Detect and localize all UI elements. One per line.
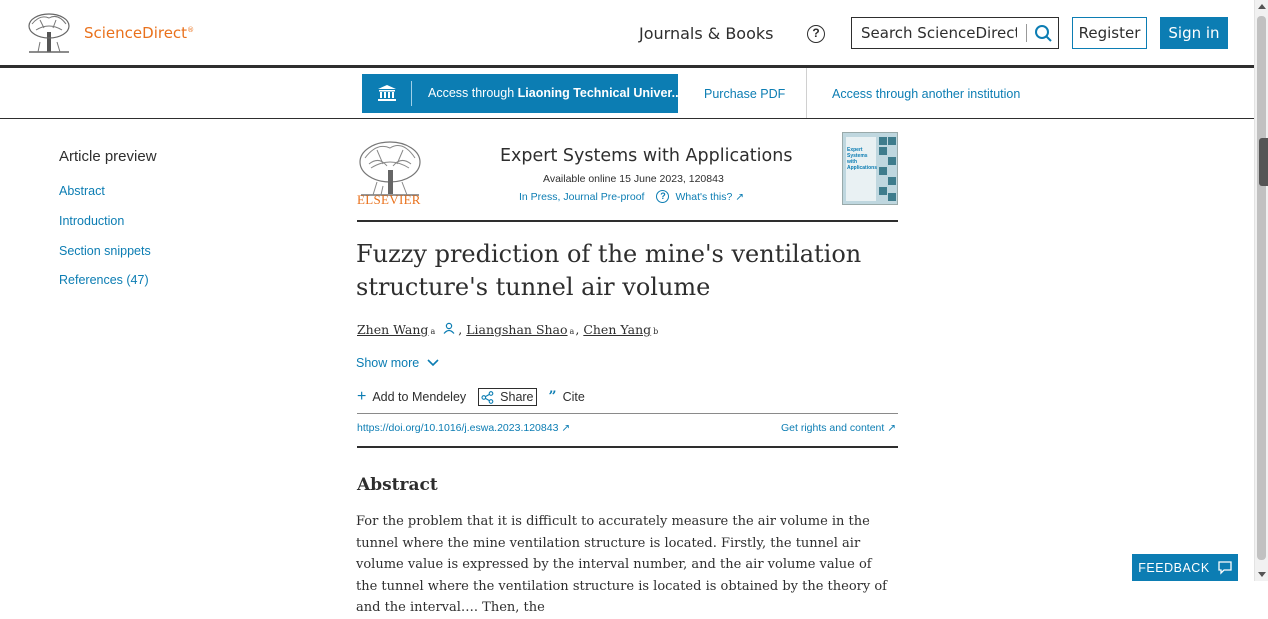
metadata-divider [357,446,898,448]
whats-this-link[interactable]: What's this? ↗ [675,190,745,203]
help-icon[interactable]: ? [807,25,825,43]
chat-bubble-icon [1218,561,1232,574]
search-icon[interactable] [1030,21,1056,45]
institution-icon [377,84,397,102]
article-preview-title: Article preview [59,148,157,165]
feedback-label: FEEDBACK [1138,560,1210,575]
side-panel-tab[interactable] [1259,138,1268,186]
author-list: Zhen Wang a , Liangshan Shao a , Chen Yang b [357,322,659,337]
sciencedirect-logo[interactable] [26,12,194,54]
sign-in-button[interactable]: Sign in [1160,17,1228,49]
available-online-date: Available online 15 June 2023, 120843 [543,173,724,185]
cover-tile [888,137,896,145]
search-input[interactable] [852,18,1026,48]
journal-title-link[interactable]: Expert Systems with Applications [500,146,793,166]
search-divider [1026,24,1027,42]
show-more-label: Show more [356,356,420,370]
cover-tile [888,193,896,201]
author-affiliation: b [653,327,659,336]
search-box [851,17,1059,49]
nav-introduction[interactable]: Introduction [59,214,125,228]
access-separator [806,68,807,118]
share-icon [481,391,494,404]
cover-title: Expert Systems with Applications [847,147,878,171]
doi-link[interactable]: https://doi.org/10.1016/j.eswa.2023.120843 ↗ [357,422,571,434]
article-title: Fuzzy prediction of the mine's ventilation structure's tunnel air volume [356,240,862,301]
site-header [0,0,1254,68]
nav-section-snippets[interactable]: Section snippets [59,244,151,258]
scroll-thumb[interactable] [1257,16,1266,560]
nav-abstract[interactable]: Abstract [59,184,105,198]
header-divider [357,220,898,222]
cover-tile [879,167,887,175]
nav-references[interactable]: References (47) [59,273,149,287]
page-scrollbar[interactable] [1254,0,1268,581]
author-affiliation: a [430,327,436,336]
cover-tile [888,177,896,185]
feedback-button[interactable] [1132,554,1238,581]
cover-tile [879,137,887,145]
elsevier-tree-icon [26,12,72,54]
share-label: Share [500,390,534,404]
share-button[interactable] [478,388,536,406]
access-bar [0,68,1254,119]
author-link[interactable]: Zhen Wang [357,322,429,337]
journal-cover-image[interactable] [842,132,898,205]
plus-icon: + [357,388,367,405]
purchase-pdf-link[interactable]: Purchase PDF [704,87,786,101]
article-actions [357,388,585,406]
chevron-down-icon [427,359,439,367]
access-institution-label: Access through Liaoning Technical Univer... [428,86,683,100]
another-institution-link[interactable]: Access through another institution [832,87,1021,101]
author-link[interactable]: Liangshan Shao [466,322,568,337]
brand-name: ScienceDirect® [84,24,195,42]
add-to-mendeley-label: Add to Mendeley [372,390,467,404]
journals-books-link[interactable]: Journals & Books [639,24,774,43]
access-institution-button[interactable] [362,74,683,113]
author-link[interactable]: Chen Yang [583,322,652,337]
cite-button[interactable] [549,389,585,405]
corresponding-author-icon[interactable] [443,322,455,334]
add-to-mendeley-button[interactable] [357,390,466,404]
cite-label: Cite [562,390,585,404]
access-divider [411,81,412,106]
in-press-label: In Press, Journal Pre-proof [519,190,645,203]
scroll-up-icon[interactable] [1258,4,1266,9]
register-button[interactable]: Register [1072,17,1147,49]
rights-content-link[interactable]: Get rights and content ↗ [781,422,897,434]
article-status [519,190,744,203]
quote-icon: ” [548,389,557,405]
author-affiliation: a [569,327,575,336]
question-icon: ? [656,190,669,203]
cover-tile [879,147,887,155]
scroll-down-icon[interactable] [1258,572,1266,577]
abstract-heading: Abstract [357,475,438,495]
elsevier-wordmark: ELSEVIER [357,192,421,207]
show-more-button[interactable] [356,356,439,370]
abstract-text: For the problem that it is difficult to accurately measure the air volume in the tunnel where the mine ventilation structure is located. Firstly, the tunnel air volume value is expressed by the interval number, and the air volume value of the tunnel where the ventilation structure is located is obtained by the theory of and the interval…. Then, the [356,514,887,615]
actions-divider [357,413,898,414]
cover-tile [888,157,896,165]
cover-tile [879,187,887,195]
